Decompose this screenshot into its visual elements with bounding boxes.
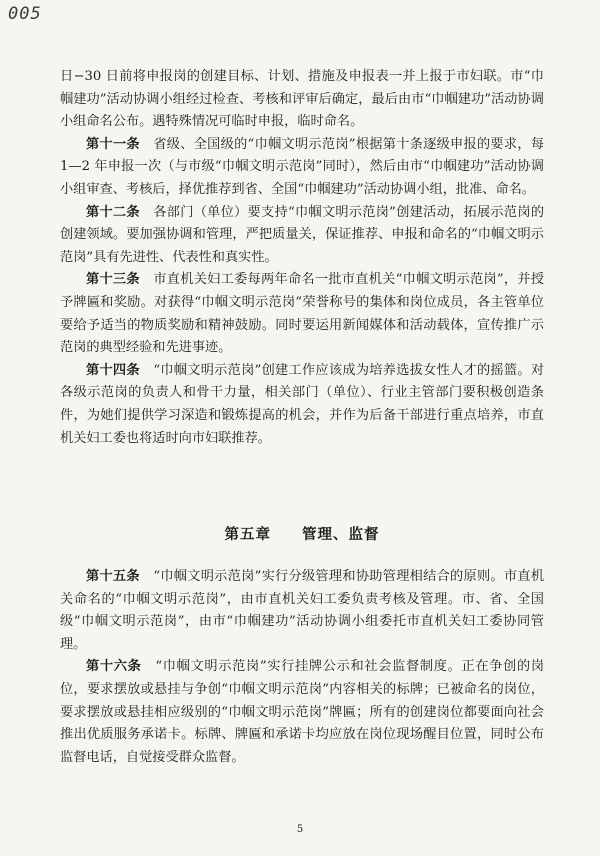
article-11 — [60, 134, 544, 202]
article-heading: 第十一条 — [86, 136, 140, 152]
article-heading: 第十四条 — [86, 362, 140, 378]
article-16 — [60, 656, 544, 769]
corner-page-number: 005 — [8, 4, 42, 24]
paragraph-text: 省级、全国级的“巾帼文明示范岗”根据第十条逐级申报的要求，每 1—2 年申报一次（与市级“巾帼文明示范岗”同时），然后由市“巾帼建功”活动协调小组审查、考核后，择优推荐到省、全国“巾帼建功”活动协调小组，批准、命名。 — [60, 136, 545, 197]
article-heading: 第十五条 — [86, 569, 140, 584]
paragraph-text: 市直机关妇工委每两年命名一批市直机关“巾帼文明示范岗”，并授予牌匾和奖励。对获得“巾帼文明示范岗”荣誉称号的集体和岗位成员，各主管单位要给予适当的物质奖励和精神鼓励。同时要运用新闻媒体和活动载体，宣传推广示范岗的典型经验和先进事迹。 — [60, 272, 545, 356]
paragraph-continuation — [60, 66, 544, 134]
body-text-top — [60, 66, 544, 450]
article-13 — [60, 269, 544, 359]
paragraph-text: “巾帼文明示范岗”创建工作应该成为培养选拔女性人才的摇篮。对各级示范岗的负责人和骨干力量，相关部门（单位）、行业主管部门要积极创造条件，为她们提供学习深造和锻炼提高的机会，并作为后备干部进行重点培养，市直机关妇工委也将适时向市妇联推荐。 — [60, 362, 545, 446]
article-heading: 第十六条 — [86, 659, 142, 675]
chapter-title: 第五章 管理、监督 — [224, 526, 380, 543]
article-heading: 第十二条 — [86, 204, 140, 220]
article-heading: 第十三条 — [86, 272, 140, 288]
article-12 — [60, 202, 544, 270]
paragraph-text: “巾帼文明示范岗”实行挂牌公示和社会监督制度。正在争创的岗位，要求摆放或悬挂与争创“巾帼文明示范岗”内容相关的标牌；已被命名的岗位，要求摆放或悬挂相应级别的“巾帼文明示范岗”牌匾；所有的创建岗位都要面向社会推出优质服务承诺卡。标牌、牌匾和承诺卡均应放在岗位现场醒目位置，同时公布监督电话，自觉接受群众监督。 — [60, 659, 545, 765]
article-15 — [60, 566, 544, 656]
article-14 — [60, 360, 544, 450]
paragraph-text: “巾帼文明示范岗”实行分级管理和协助管理相结合的原则。市直机关命名的“巾帼文明示范岗”，由市直机关妇工委负责考核及管理。市、省、全国级“巾帼文明示范岗”，由市“巾帼建功”活动协调小组委托市直机关妇工委协同管理。 — [60, 569, 545, 652]
paragraph-text: 日−30 日前将申报岗的创建目标、计划、措施及申报表一并上报于市妇联。市“巾帼建功”活动协调小组经过检查、考核和评审后确定，最后由市“巾帼建功”活动协调小组命名公布。遇特殊情况可临时申报，临时命名。 — [60, 69, 544, 130]
paragraph-text: 各部门（单位）要支持“巾帼文明示范岗”创建活动，拓展示范岗的创建领域。要加强协调和管理，严把质量关，保证推荐、申报和命名的“巾帼文明示范岗”具有先进性、代表性和真实性。 — [60, 204, 545, 265]
body-text-bottom — [60, 566, 544, 769]
page-number: 5 — [296, 824, 304, 835]
